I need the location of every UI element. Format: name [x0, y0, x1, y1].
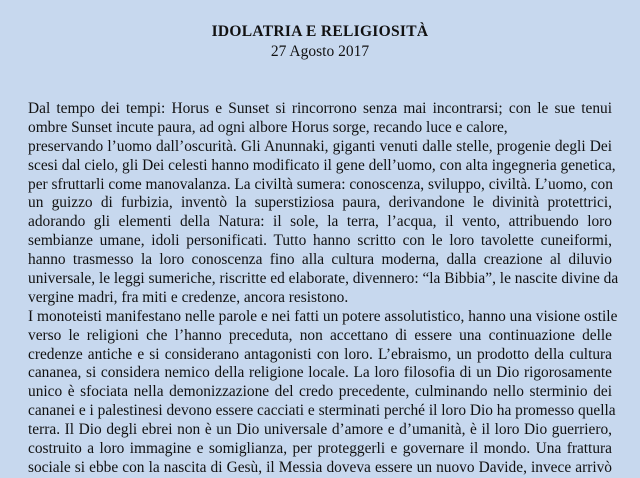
body-line: cananea, si considera nemico della religione locale. La loro filosofia di un Dio rigorosamente	[28, 364, 612, 382]
body-line: unico è sfociata nella demonizzazione del credo precedente, culminando nello sterminio dei	[28, 383, 612, 401]
body-line: terra. Il Dio degli ebrei non è un Dio universale d’amore e d’umanità, è il loro Dio guerriero,	[28, 421, 612, 439]
body-line: adorando gli elementi della Natura: il sole, la terra, l’acqua, il vento, attribuendo loro	[28, 213, 612, 231]
body-line: universale, le leggi sumeriche, riscritte ed elaborate, divennero: “la Bibbia”, le nascite divine da	[28, 270, 619, 288]
document-date: 27 Agosto 2017	[270, 43, 370, 60]
body-line: sociale si ebbe con la nascita di Gesù, il Messia doveva essere un nuovo Davide, invece arrivò	[28, 458, 612, 476]
body-line: preservando l’uomo dall’oscurità. Gli Anunnaki, giganti venuti dalle stelle, progenie degli Dei	[28, 137, 612, 155]
body-line: costruito a loro immagine e somiglianza, per proteggerli e governare il mondo. Una frattura	[28, 440, 612, 458]
body-line: verso le religioni che l’hanno preceduta, non accettano di essere una continuazione delle	[28, 326, 612, 344]
body-line: I monoteisti manifestano nelle parole e nei fatti un potere assolutistico, hanno una visione ostile	[28, 307, 618, 325]
body-line: ombre Sunset incute paura, ad ogni albore Horus sorge, recando luce e calore,	[28, 118, 508, 136]
body-line: per sfruttarli come manovalanza. La civiltà sumera: conoscenza, sviluppo, civiltà. L’uomo, con	[28, 175, 613, 193]
document-title: IDOLATRIA E RELIGIOSITÀ	[211, 23, 429, 40]
body-line: Dal tempo dei tempi: Horus e Sunset si rincorrono senza mai incontrarsi; con le sue tenui	[28, 100, 612, 117]
body-line: un guizzo di furbizia, inventò la superstiziosa paura, derivandone le divinità protettrici,	[28, 194, 612, 212]
body-line: vergine madri, fra miti e credenze, ancora resistono.	[28, 288, 349, 306]
body-line: sembianze umane, idoli personificati. Tutto hanno scritto con le loro tavolette cuneiformi,	[28, 232, 612, 250]
document-body	[28, 100, 619, 478]
body-line: hanno trasmesso la loro conoscenza fino alla cultura moderna, dalla creazione al diluvio	[28, 251, 612, 269]
body-line: credenze antiche e si considerano antagonisti con loro. L’ebraismo, un prodotto della cultura	[28, 345, 612, 363]
body-line: cananei e i palestinesi devono essere cacciati e sterminati perché il loro Dio ha promesso quella	[28, 402, 616, 420]
body-line: scesi dal cielo, gli Dei celesti hanno modificato il gene dell’uomo, con alta ingegneria genetica,	[28, 156, 616, 174]
